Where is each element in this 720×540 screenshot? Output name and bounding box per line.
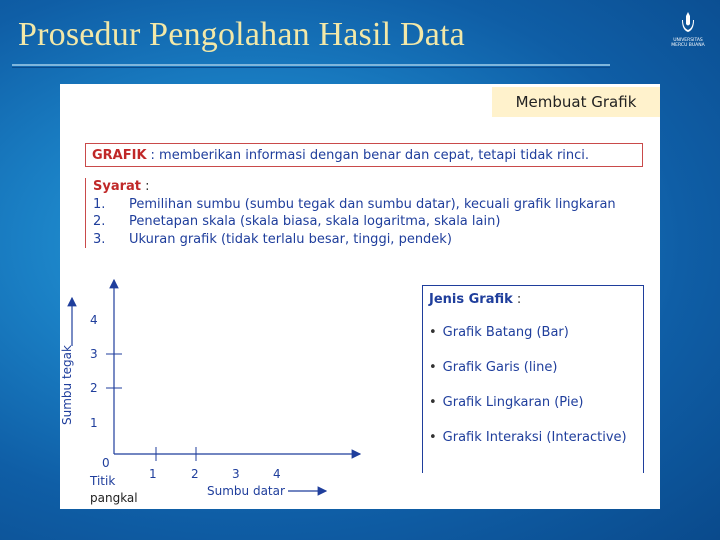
y-tick-label: 1 [90, 416, 98, 430]
item-text: Penetapan skala (skala biasa, skala logaritma, skala lain) [129, 214, 501, 229]
item-text: Ukuran grafik (tidak terlalu besar, tinggi, pendek) [129, 231, 452, 247]
definition-term: GRAFIK [92, 147, 147, 163]
logo-caption: UNIVERSITAS MERCU BUANA [671, 38, 705, 48]
x-tick-label: 3 [232, 467, 240, 481]
requirements-heading: Syarat [93, 179, 142, 194]
item-text: Grafik Interaksi (Interactive) [442, 430, 627, 445]
university-logo [666, 12, 710, 52]
university-logo-icon [680, 12, 696, 34]
slide-title: Prosedur Pengolahan Hasil Data [18, 16, 465, 53]
requirements-colon: : [141, 179, 150, 194]
bullet-icon: • [429, 360, 437, 375]
section-banner: Membuat Grafik [492, 87, 660, 117]
bullet-icon: • [429, 430, 437, 445]
definition-text: : memberikan informasi dengan benar dan cepat, tetapi tidak rinci. [150, 147, 590, 163]
x-tick-label: 1 [149, 467, 157, 481]
item-text: Grafik Lingkaran (Pie) [442, 395, 584, 410]
origin-label: 0 [102, 456, 110, 470]
item-text: Grafik Batang (Bar) [442, 325, 569, 340]
list-item [429, 395, 643, 410]
list-item [429, 360, 643, 375]
chart-types-colon: : [512, 292, 522, 307]
y-tick-label: 2 [90, 381, 98, 395]
chart-types-heading: Jenis Grafik [429, 292, 513, 307]
x-axis-label: Sumbu datar [207, 484, 285, 498]
bullet-icon: • [429, 325, 437, 340]
item-number: 3. [93, 231, 106, 247]
origin-caption-line2: pangkal [90, 491, 138, 505]
y-tick-label: 3 [90, 347, 98, 361]
y-axis-label: Sumbu tegak [59, 345, 74, 425]
item-number: 1. [93, 196, 106, 212]
y-tick-label: 4 [90, 313, 98, 327]
bullet-icon: • [429, 395, 437, 410]
origin-caption-line1: Titik [90, 474, 116, 488]
x-tick-label: 2 [191, 467, 199, 481]
x-tick-label: 4 [273, 467, 281, 481]
chart-types-box [422, 285, 644, 473]
item-number: 2. [93, 214, 106, 229]
content-panel [60, 84, 660, 509]
item-text: Grafik Garis (line) [442, 360, 558, 375]
list-item [429, 430, 643, 445]
title-underline [12, 64, 610, 66]
list-item [429, 325, 643, 340]
item-text: Pemilihan sumbu (sumbu tegak dan sumbu datar), kecuali grafik lingkaran [129, 196, 616, 212]
title-underline-shadow [12, 67, 610, 68]
